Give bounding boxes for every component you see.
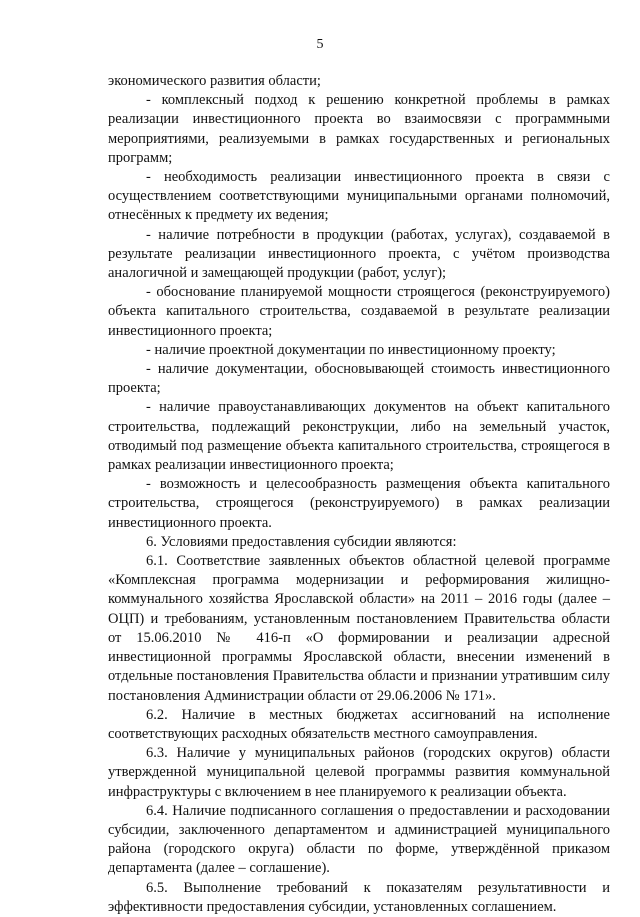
page-number: 5 bbox=[316, 37, 324, 52]
section-heading: 6. Условиями предоставления субсидии являются: bbox=[146, 533, 457, 550]
paragraph: - наличие документации, обосновывающей стоимость инвестиционного проекта; bbox=[108, 361, 610, 397]
paragraph: 6.4. Наличие подписанного соглашения о предоставлении и расходовании субсидии, заключенного департаментом и администрацией муниципального района (городского округа) области по форме, утверждённой приказом департамента (далее – соглашение). bbox=[108, 802, 610, 877]
paragraph: - комплексный подход к решению конкретной проблемы в рамках реализации инвестиционного проекта во взаимосвязи с программными мероприятиями, реализуемыми в рамках государственных и региональных программ; bbox=[108, 92, 610, 166]
paragraph: экономического развития области; bbox=[108, 73, 321, 89]
paragraph: 6.5. Выполнение требований к показателям результативности и эффективности предоставления субсидии, установленных соглашением. bbox=[108, 879, 610, 915]
document-body bbox=[108, 72, 610, 917]
paragraph: 6.1. Соответствие заявленных объектов областной целевой программе «Комплексная программа модернизации и реформирования жилищно-коммунального хозяйства Ярославской области» на 2011 – 2016 годы (далее – ОЦП) и требованиям, установленным постановлением Правительства области от 15.06.2010 № 416-п «О формировании и реализации адресной инвестиционной программы Ярославской области, внесении изменений в отдельные постановления Правительства области и признании утратившим силу постановления Администрации области от 29.06.2006 № 171». bbox=[108, 553, 610, 704]
paragraph: - наличие проектной документации по инвестиционному проекту; bbox=[146, 341, 556, 358]
paragraph: - необходимость реализации инвестиционного проекта в связи с осуществлением соответствующими муниципальными органами полномочий, отнесённых к предмету их ведения; bbox=[108, 169, 610, 224]
paragraph: - наличие потребности в продукции (работах, услугах), создаваемой в результате реализации инвестиционного проекта, с учётом производства аналогичной и замещающей продукции (работ, услуг); bbox=[108, 226, 610, 282]
paragraph: 6.3. Наличие у муниципальных районов (городских округов) области утвержденной муниципальной целевой программы развития коммунальной инфраструктуры с включением в нее планируемого к реализации объекта. bbox=[108, 745, 610, 800]
paragraph: - возможность и целесообразность размещения объекта капитального строительства, строящегося (реконструируемого) в рамках реализации инвестиционного проекта. bbox=[108, 476, 610, 531]
paragraph: - обоснование планируемой мощности строящегося (реконструируемого) объекта капитального строительства, создаваемой в результате реализации инвестиционного проекта; bbox=[108, 284, 610, 339]
paragraph: - наличие правоустанавливающих документов на объект капитального строительства, подлежащий реконструкции, либо на земельный участок, отводимый под размещение объекта капитального строительства, строящегося в рамках реализации инвестиционного проекта; bbox=[108, 399, 610, 474]
paragraph: 6.2. Наличие в местных бюджетах ассигнований на исполнение соответствующих расходных обязательств местного самоуправления. bbox=[108, 706, 610, 742]
